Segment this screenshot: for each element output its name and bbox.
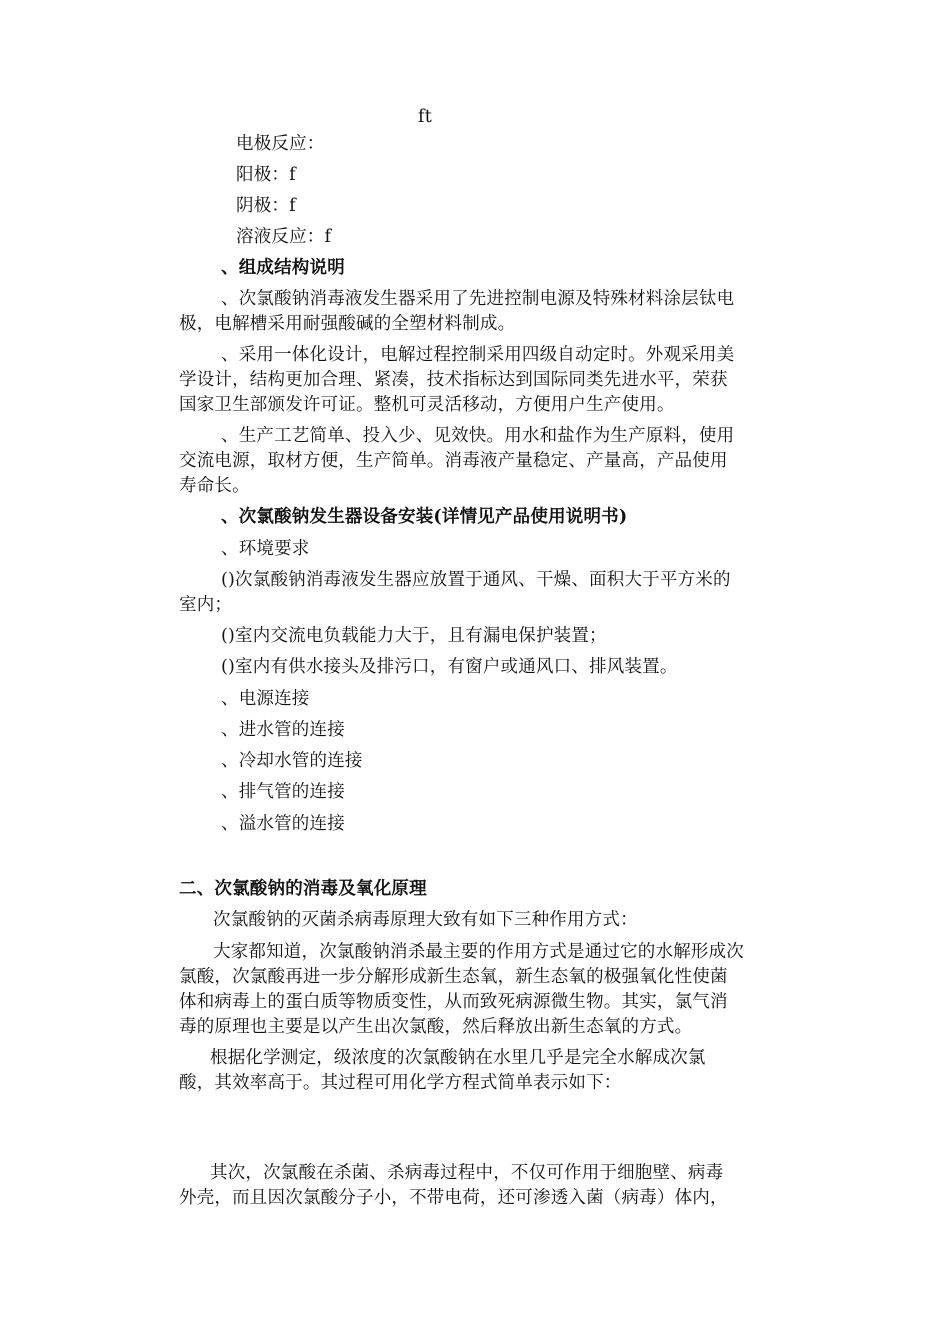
paragraph-line: 酸，其效率高于。其过程可用化学方程式简单表示如下： [179,1073,622,1093]
paragraph-line: 寿命长。 [179,476,250,496]
section-heading: 、组成结构说明 [221,258,345,278]
paragraph-line: 极，电解槽采用耐强酸碱的全塑材料制成。 [179,314,516,334]
formula-fragment: ft [418,107,432,127]
paragraph-line: 室内； [179,595,233,615]
paragraph-line: 毒的原理也主要是以产生出次氯酸，然后释放出新生态氧的方式。 [179,1017,693,1037]
text-line: 阴极：f [236,196,296,216]
paragraph-line: 氯酸，次氯酸再进一步分解形成新生态氧，新生态氧的极强氧化性使菌 [179,967,728,987]
text-line: 、溢水管的连接 [221,814,345,834]
paragraph-line: 、次氯酸钠消毒液发生器采用了先进控制电源及特殊材料涂层钛电 [221,289,735,309]
text-line: 、排气管的连接 [221,782,345,802]
text-line: 次氯酸钠的灭菌杀病毒原理大致有如下三种作用方式： [213,910,638,930]
paragraph-line: 、采用一体化设计，电解过程控制采用四级自动定时。外观采用美 [221,345,735,365]
text-line: 、进水管的连接 [221,720,345,740]
paragraph-line: 其次，次氯酸在杀菌、杀病毒过程中，不仅可作用于细胞壁、病毒 [210,1163,724,1183]
text-line: ()室内有供水接头及排污口，有窗户或通风口、排风装置。 [221,657,678,677]
text-line: 、电源连接 [221,689,310,709]
paragraph-line: 外壳，而且因次氯酸分子小，不带电荷，还可渗透入菌（病毒）体内， [179,1188,728,1208]
paragraph-line: 体和病毒上的蛋白质等物质变性，从而致死病源微生物。其实，氯气消 [179,992,728,1012]
section-heading: 、次氯酸钠发生器设备安装(详情见产品使用说明书) [221,507,628,527]
paragraph-line: 学设计，结构更加合理、紧凑，技术指标达到国际同类先进水平，荣获 [179,370,728,390]
paragraph-line: 国家卫生部颁发许可证。整机可灵活移动，方便用户生产使用。 [179,395,675,415]
paragraph-line: 、生产工艺简单、投入少、见效快。用水和盐作为生产原料，使用 [221,426,735,446]
text-line: 阳极：f [236,165,296,185]
chapter-heading: 二、次氯酸钠的消毒及氧化原理 [179,879,427,899]
paragraph-line: 交流电源，取材方便，生产简单。消毒液产量稳定、产量高，产品使用 [179,451,728,471]
text-line: 、环境要求 [221,539,310,559]
text-line: ()室内交流电负载能力大于，且有漏电保护装置； [221,626,607,646]
paragraph-line: 根据化学测定，级浓度的次氯酸钠在水里几乎是完全水解成次氯 [210,1048,706,1068]
text-line: 电极反应： [236,134,325,154]
text-line: 、冷却水管的连接 [221,751,363,771]
paragraph-line: ()次氯酸钠消毒液发生器应放置于通风、干燥、面积大于平方米的 [221,570,731,590]
paragraph-line: 大家都知道，次氯酸钠消杀最主要的作用方式是通过它的水解形成次 [213,942,744,962]
text-line: 溶液反应：f [236,227,332,247]
